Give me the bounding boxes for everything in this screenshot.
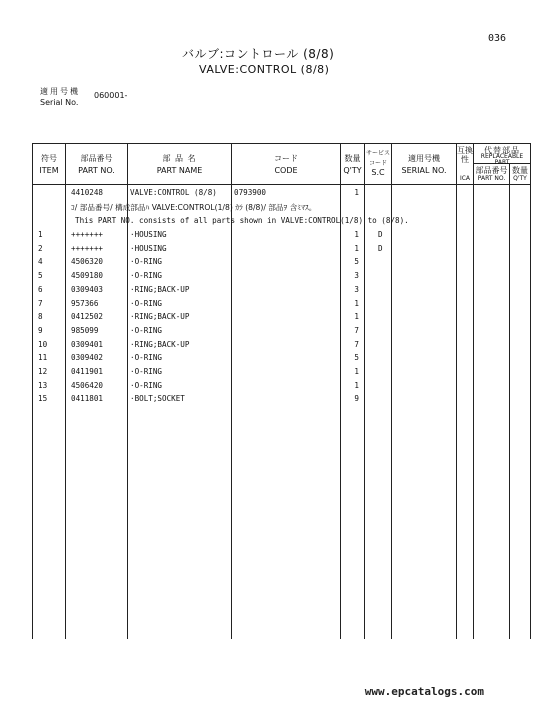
row-part-no: 0411801 [71, 394, 104, 404]
row-part-no: 985099 [71, 325, 99, 335]
table-row [0, 326, 537, 340]
row-qty: 1 [354, 243, 359, 253]
header-sc-en: S.C [371, 168, 385, 177]
header-code-jp: コード [274, 154, 298, 163]
row-qty: 3 [354, 284, 359, 294]
row-item: 2 [38, 243, 43, 253]
header-sc-jp-bottom: コード [368, 160, 387, 167]
row-qty: 5 [354, 257, 359, 267]
table-row [0, 244, 537, 258]
row-part-name: ·HOUSING [130, 230, 167, 239]
header-code-en: CODE [274, 166, 298, 175]
page-number: 036 [488, 33, 507, 44]
row-item: 5 [38, 271, 43, 281]
header-ica-en: ICA [459, 175, 471, 182]
row-service-code: D [378, 243, 383, 253]
header-repl-part-en: PART NO. [477, 175, 506, 182]
row-item: 13 [38, 380, 48, 390]
assembly-name: VALVE:CONTROL (8/8) [130, 188, 217, 197]
page-title-en: VALVE:CONTROL (8/8) [199, 63, 330, 76]
row-item: 1 [38, 230, 43, 239]
header-repl-qty-en: Q'TY [513, 175, 527, 182]
row-item: 7 [38, 298, 43, 308]
header-name-jp: 部 品 名 [162, 154, 197, 163]
row-qty: 1 [354, 230, 359, 239]
header-serial-jp: 適用号機 [408, 154, 440, 163]
table-row [0, 353, 537, 367]
row-item: 9 [38, 325, 43, 335]
page-title-jp: バルブ:コントロール (8/8) [182, 47, 335, 61]
table-row [0, 271, 537, 285]
header-qty-en: Q'TY [343, 166, 362, 175]
header-repl-part-jp: 部品番号 [475, 166, 508, 175]
row-qty: 3 [354, 271, 359, 281]
table-row [0, 340, 537, 354]
table-row [0, 367, 537, 381]
table-row [0, 312, 537, 326]
serial-value: 060001- [94, 91, 128, 100]
row-qty: 1 [354, 380, 359, 390]
header-repl-en: REPLACEABLE PART [480, 153, 524, 166]
row-service-code: D [378, 230, 383, 239]
row-part-no: 0309401 [71, 339, 104, 349]
row-item: 15 [38, 394, 48, 404]
row-part-no: +++++++ [71, 230, 104, 239]
header-ica-jp: 互換性 [457, 146, 473, 164]
row-part-name: ·RING;BACK-UP [130, 339, 190, 349]
serial-label-jp: 適用号機 [40, 87, 80, 96]
row-item: 12 [38, 367, 48, 376]
header-item-en: ITEM [39, 166, 59, 175]
table-row [0, 381, 537, 395]
row-qty: 1 [354, 312, 359, 322]
row-part-no: 0309402 [71, 353, 104, 363]
row-part-name: ·O-RING [130, 325, 163, 335]
header-qty-jp: 数量 [344, 154, 361, 163]
note-jp: ｺ/ 部品番号/ 構成部品ﾊ VALVE:CONTROL(1/8) ｶﾗ (8/8)/ 部品ｦ 含ﾐﾏｽ。 [71, 203, 317, 212]
row-part-name: ·O-RING [130, 257, 163, 267]
row-qty: 9 [354, 394, 359, 404]
row-qty: 1 [354, 367, 359, 376]
row-part-no: 4506420 [71, 380, 104, 390]
row-part-no: 0309403 [71, 284, 104, 294]
footer-watermark: www.epcatalogs.com [364, 685, 484, 698]
header-repl-jp: 代替部品 [484, 146, 520, 155]
table-row [0, 230, 537, 244]
row-part-no: 0411901 [71, 367, 104, 376]
row-qty: 7 [354, 339, 359, 349]
header-part-en: PART NO. [78, 166, 115, 175]
row-part-name: ·RING;BACK-UP [130, 284, 190, 294]
row-part-no: 4509180 [71, 271, 104, 281]
table-row [0, 285, 537, 299]
serial-label-en: Serial No. [40, 98, 79, 107]
row-part-no: 4506320 [71, 257, 104, 267]
row-part-name: ·RING;BACK-UP [130, 312, 190, 322]
row-item: 4 [38, 257, 43, 267]
row-part-name: ·O-RING [130, 298, 163, 308]
row-item: 8 [38, 312, 43, 322]
row-item: 6 [38, 284, 43, 294]
table-row [0, 394, 537, 408]
row-part-no: +++++++ [71, 243, 104, 253]
row-part-no: 0412502 [71, 312, 104, 322]
row-qty: 5 [354, 353, 359, 363]
header-sc-jp-top: サービス [365, 150, 390, 157]
header-serial-en: SERIAL NO. [401, 166, 447, 175]
row-part-name: ·O-RING [130, 271, 163, 281]
header-item-jp: 符号 [41, 154, 57, 163]
table-row [0, 299, 537, 313]
assembly-row [0, 188, 537, 202]
row-part-name: ·HOUSING [130, 243, 167, 253]
row-part-no: 957366 [71, 298, 99, 308]
row-part-name: ·O-RING [130, 353, 163, 363]
table-row [0, 257, 537, 271]
row-item: 11 [38, 353, 48, 363]
row-part-name: ·O-RING [130, 367, 163, 376]
note-en: This PART NO. consists of all parts shown in VALVE:CONTROL(1/8) to (8/8). [75, 216, 409, 225]
row-item: 10 [38, 339, 48, 349]
header-repl-qty-jp: 数量 [512, 166, 528, 175]
row-part-name: ·BOLT;SOCKET [130, 394, 185, 404]
assembly-part-no: 4410248 [71, 188, 104, 197]
header-part-jp: 部品番号 [80, 154, 113, 163]
assembly-qty: 1 [354, 188, 359, 197]
row-part-name: ·O-RING [130, 380, 163, 390]
assembly-code: 0793900 [234, 188, 267, 197]
row-qty: 1 [354, 298, 359, 308]
header-name-en: PART NAME [156, 166, 203, 175]
row-qty: 7 [354, 325, 359, 335]
